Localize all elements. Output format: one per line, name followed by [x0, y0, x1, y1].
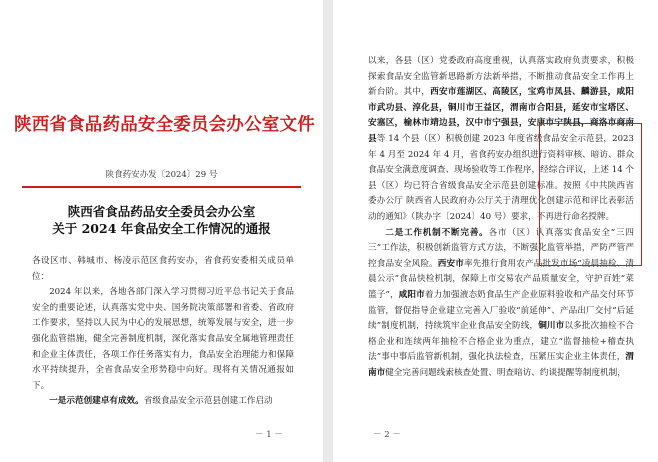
paragraph-mechanism-lead: 二是工作机制不断完善。 [385, 227, 489, 238]
paragraph-overview: 2024 年以来，各地各部门深入学习贯彻习近平总书记关于食品安全的重要论述，认真落实党中央、国务院决策部署和省委、省政府工作要求，坚持以人民为中心的发展思想，统筹发展与安全，进一步强化监管措施，健全完善制度机制，深化落实食品安全属地管理责任和企业主体责任，各项工作任务落实有力，食品安全治理能力和保障水平持续提升，全省食品安全形势稳中向好。现将有关情况通报如下。 [32, 287, 294, 391]
text-segment: 率先推行食用农产品批发市场“凌晨抽检、清晨公示”食品快检机制，保障上市交易农产品质量安全，守护百姓“菜篮子”， [368, 258, 634, 300]
page-number: － 2 － [373, 430, 401, 440]
text-segment: 以来，各县（区）党委政府高度重视，认真落实政府负责要求，积极探索食品安全监管新思路新方法新举措，不断推动食品安全工作再上新台阶。其中， [368, 56, 634, 98]
document-page-1 [0, 0, 323, 462]
notice-title-line-2: 关于 2024 年食品安全工作情况的通报 [52, 221, 271, 236]
paragraph-demonstration-text: 省级食品安全示范县创建工作启动 [143, 396, 273, 407]
salutation: 各设区市、韩城市、杨凌示范区食药安办，省食药安委相关成员单位： [32, 256, 294, 282]
city-name: 西安市 [437, 258, 464, 269]
notice-title-line-1: 陕西省食品药品安全委员会办公室 [67, 204, 256, 219]
paragraph-mechanism [368, 226, 634, 382]
paragraph-demonstration [32, 394, 294, 410]
page-2-body [368, 54, 634, 381]
text-segment: 以多批次抽检不合格企业和连续两年抽检不合格企业为重点，建立“监督抽检+稽查执法”事中事后监管新机制，强化执法检查，压紧压实企业主体责任， [368, 321, 634, 363]
text-segment: 各市（区）认真落实食品安全“三四三”工作法，积极创新监管方式方法，不断强化监管举措，严防严管严控食品安全风险。 [368, 227, 634, 269]
text-segment: 健全完善问题线索核查处置、明查暗访、约谈提醒等制度机制， [385, 367, 626, 378]
paragraph-demonstration-lead: 一是示范创建卓有成效。 [49, 396, 144, 407]
text-segment: 等 14 个县（区）积极创建 2023 年度省级食品安全示范县，2023 年 4 月至 2024 年 4 月，省食药安办组织进行资料审核、暗访、群众食品安全满意度调查、现场验收等工作程序，经综合评议，上述 14 个县（区）均已符合省级食品安全示范县创建标准。按照《中共陕西省委办公厅 陕西省人民政府办公厅关于清理优化创建示范和评比表彰活动的通知》（陕办字〔2024〕40 号）要求，不再进行命名授牌。 [368, 133, 634, 222]
city-name: 渭南市 [368, 352, 634, 378]
county-list: 西安市莲湖区、高陵区，宝鸡市凤县、麟游县，咸阳市武功县、淳化县，铜川市王益区，渭南市合阳县，延安市宝塔区、安塞区，榆林市靖边县，汉中市宁强县，安康市宁陕县，商洛市商南县 [368, 87, 634, 144]
page-1-body [32, 254, 294, 410]
city-name: 咸阳市 [398, 289, 425, 300]
city-name: 铜川市 [538, 321, 565, 332]
text-segment: 着力加强液态奶食品生产企业原料验收和产品交付环节监管，督促指导企业建立完善入厂验收“前延伸”、产品出厂交付“后延续”制度机制，持续筑牢企业食品安全防线， [368, 289, 634, 332]
page-number: － 1 － [255, 430, 283, 440]
document-header-title: 陕西省食品药品安全委员会办公室文件 [14, 115, 315, 135]
paragraph-demonstration-continued [368, 54, 634, 226]
document-page-2 [333, 0, 658, 462]
document-number: 陕食药安办发〔2024〕29 号 [105, 170, 218, 180]
red-divider-line [22, 186, 301, 188]
